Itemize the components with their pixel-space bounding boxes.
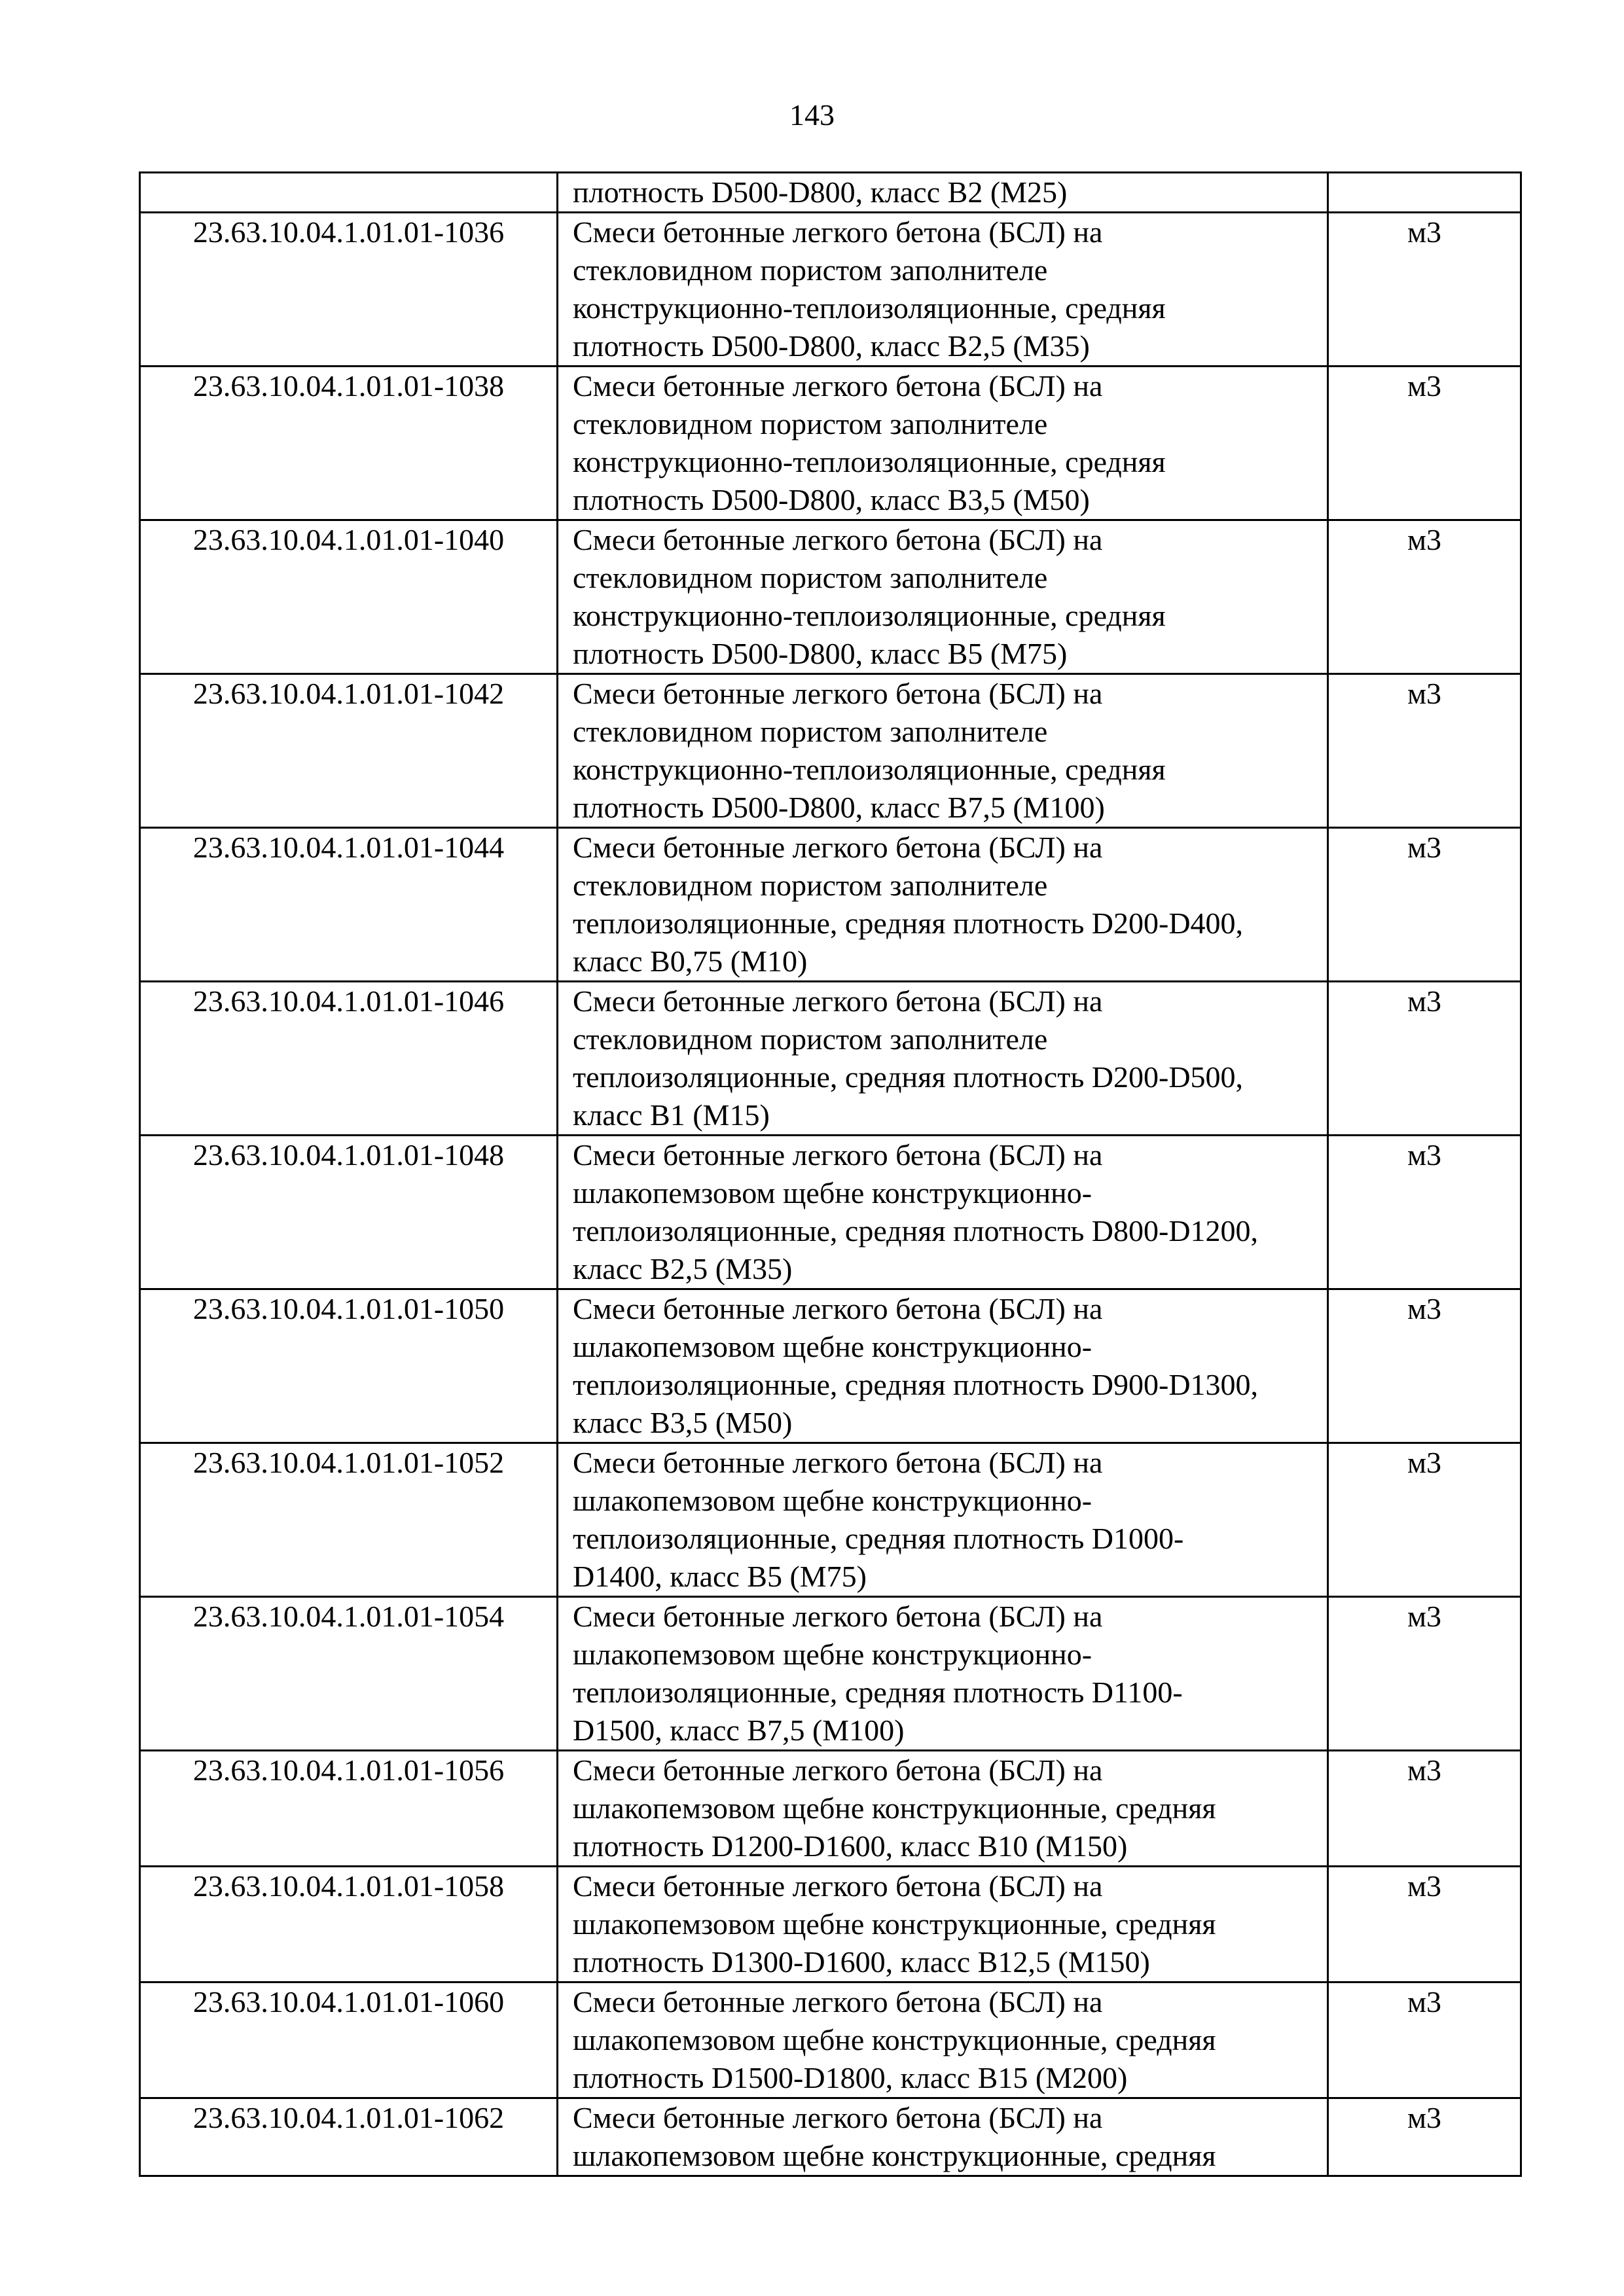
unit-cell: м3 (1328, 520, 1521, 674)
resource-name-cell (558, 213, 1328, 367)
resource-code-cell: 23.63.10.04.1.01.01-1046 (140, 982, 558, 1136)
unit-cell: м3 (1328, 213, 1521, 367)
table-row (140, 1982, 1521, 2098)
resource-name-line: Смеси бетонные легкого бетона (БСЛ) на (573, 984, 1103, 1018)
table-row (140, 2098, 1521, 2176)
resource-name-line: стекловидном пористом заполнителе (573, 1022, 1048, 1056)
resource-name-line: конструкционно-теплоизоляционные, средняя (573, 753, 1166, 786)
resource-name-line: стекловидном пористом заполнителе (573, 715, 1048, 748)
resource-name-line: Смеси бетонные легкого бетона (БСЛ) на (573, 369, 1103, 403)
table-row (140, 173, 1521, 213)
unit-cell: м3 (1328, 1289, 1521, 1443)
unit-cell: м3 (1328, 1136, 1521, 1289)
resource-name-line: плотность D500-D800, класс В7,5 (М100) (573, 791, 1105, 824)
resource-name-cell (558, 367, 1328, 520)
table-row (140, 1867, 1521, 1982)
resource-name-line: конструкционно-теплоизоляционные, средняя (573, 599, 1166, 632)
unit-cell (1328, 173, 1521, 213)
resource-name-line: плотность D500-D800, класс В2 (М25) (573, 175, 1068, 209)
resource-name-line: теплоизоляционные, средняя плотность D1100- (573, 1676, 1183, 1709)
resource-name-line: плотность D1500-D1800, класс В15 (М200) (573, 2061, 1128, 2094)
resource-name-line: Смеси бетонные легкого бетона (БСЛ) на (573, 1753, 1103, 1787)
resource-name-line: шлакопемзовом щебне конструкционные, средняя (573, 1791, 1216, 1825)
table-row (140, 1136, 1521, 1289)
resource-name-line: теплоизоляционные, средняя плотность D200-D400, (573, 906, 1244, 940)
resource-name-line: шлакопемзовом щебне конструкционные, средняя (573, 1907, 1216, 1941)
resource-name-line: теплоизоляционные, средняя плотность D900-D1300, (573, 1368, 1259, 1401)
table-row (140, 367, 1521, 520)
unit-cell: м3 (1328, 2098, 1521, 2176)
resource-code-cell: 23.63.10.04.1.01.01-1036 (140, 213, 558, 367)
unit-cell: м3 (1328, 674, 1521, 828)
resource-name-line: Смеси бетонные легкого бетона (БСЛ) на (573, 215, 1103, 249)
resource-name-line: Смеси бетонные легкого бетона (БСЛ) на (573, 1292, 1103, 1325)
resource-code-cell: 23.63.10.04.1.01.01-1050 (140, 1289, 558, 1443)
resource-name-line: Смеси бетонные легкого бетона (БСЛ) на (573, 1138, 1103, 1172)
resource-name-line: стекловидном пористом заполнителе (573, 407, 1048, 440)
resource-code-cell (140, 173, 558, 213)
resource-name-line: теплоизоляционные, средняя плотность D800-D1200, (573, 1214, 1259, 1247)
resource-name-line: шлакопемзовом щебне конструкционные, средняя (573, 2023, 1216, 2056)
resource-name-cell (558, 1597, 1328, 1751)
resource-code-cell: 23.63.10.04.1.01.01-1042 (140, 674, 558, 828)
resource-name-line: класс В0,75 (М10) (573, 944, 808, 978)
resource-name-line: D1400, класс В5 (М75) (573, 1560, 867, 1593)
resource-name-line: конструкционно-теплоизоляционные, средняя (573, 445, 1166, 478)
resource-name-line: шлакопемзовом щебне конструкционно- (573, 1330, 1092, 1363)
resource-name-line: теплоизоляционные, средняя плотность D200-D500, (573, 1060, 1244, 1094)
resource-code-cell: 23.63.10.04.1.01.01-1062 (140, 2098, 558, 2176)
unit-cell: м3 (1328, 367, 1521, 520)
resource-code-cell: 23.63.10.04.1.01.01-1040 (140, 520, 558, 674)
resource-name-cell (558, 1443, 1328, 1597)
resource-name-line: Смеси бетонные легкого бетона (БСЛ) на (573, 523, 1103, 556)
resource-name-cell (558, 674, 1328, 828)
resource-name-line: стекловидном пористом заполнителе (573, 869, 1048, 902)
resource-name-cell (558, 1867, 1328, 1982)
resource-name-line: Смеси бетонные легкого бетона (БСЛ) на (573, 1985, 1103, 2018)
resource-name-line: плотность D1300-D1600, класс В12,5 (М150) (573, 1945, 1150, 1979)
resource-name-line: класс В1 (М15) (573, 1098, 770, 1132)
resource-name-cell (558, 1136, 1328, 1289)
resource-name-line: конструкционно-теплоизоляционные, средняя (573, 291, 1166, 325)
table-row (140, 1597, 1521, 1751)
resource-name-line: Смеси бетонные легкого бетона (БСЛ) на (573, 677, 1103, 710)
resource-name-line: Смеси бетонные легкого бетона (БСЛ) на (573, 1869, 1103, 1903)
table-row (140, 674, 1521, 828)
resource-name-line: теплоизоляционные, средняя плотность D1000- (573, 1522, 1184, 1555)
table-row (140, 1443, 1521, 1597)
resource-name-line: Смеси бетонные легкого бетона (БСЛ) на (573, 1446, 1103, 1479)
resource-name-line: шлакопемзовом щебне конструкционно- (573, 1176, 1092, 1210)
resource-name-cell (558, 2098, 1328, 2176)
resource-name-cell (558, 982, 1328, 1136)
unit-cell: м3 (1328, 1597, 1521, 1751)
resource-name-line: D1500, класс В7,5 (М100) (573, 1713, 905, 1747)
resource-name-cell (558, 828, 1328, 982)
resource-name-line: класс В3,5 (М50) (573, 1406, 793, 1439)
resource-name-line: класс В2,5 (М35) (573, 1252, 793, 1285)
table-row (140, 213, 1521, 367)
resource-name-cell (558, 520, 1328, 674)
table-row (140, 1289, 1521, 1443)
resource-code-cell: 23.63.10.04.1.01.01-1054 (140, 1597, 558, 1751)
resource-name-line: стекловидном пористом заполнителе (573, 253, 1048, 287)
unit-cell: м3 (1328, 1751, 1521, 1867)
resource-name-line: плотность D500-D800, класс В5 (М75) (573, 637, 1068, 670)
resource-code-cell: 23.63.10.04.1.01.01-1038 (140, 367, 558, 520)
resource-name-line: шлакопемзовом щебне конструкционно- (573, 1484, 1092, 1517)
resource-code-cell: 23.63.10.04.1.01.01-1060 (140, 1982, 558, 2098)
table-row (140, 982, 1521, 1136)
resource-name-line: плотность D500-D800, класс В2,5 (М35) (573, 329, 1090, 363)
table-row (140, 828, 1521, 982)
unit-cell: м3 (1328, 982, 1521, 1136)
page-number: 143 (789, 98, 835, 132)
resource-code-cell: 23.63.10.04.1.01.01-1052 (140, 1443, 558, 1597)
table-body (140, 173, 1521, 2176)
resource-table (139, 171, 1522, 2177)
resource-code-cell: 23.63.10.04.1.01.01-1056 (140, 1751, 558, 1867)
resource-code-cell: 23.63.10.04.1.01.01-1048 (140, 1136, 558, 1289)
resource-name-line: стекловидном пористом заполнителе (573, 561, 1048, 594)
resource-name-line: плотность D500-D800, класс В3,5 (М50) (573, 483, 1090, 516)
resource-name-line: шлакопемзовом щебне конструкционные, средняя (573, 2139, 1216, 2172)
resource-name-cell (558, 1289, 1328, 1443)
unit-cell: м3 (1328, 1982, 1521, 2098)
resource-name-cell (558, 173, 1328, 213)
unit-cell: м3 (1328, 1443, 1521, 1597)
resource-name-line: плотность D1200-D1600, класс В10 (М150) (573, 1829, 1128, 1863)
resource-name-cell (558, 1982, 1328, 2098)
unit-cell: м3 (1328, 1867, 1521, 1982)
resource-name-line: Смеси бетонные легкого бетона (БСЛ) на (573, 1600, 1103, 1633)
resource-name-cell (558, 1751, 1328, 1867)
resource-name-line: шлакопемзовом щебне конструкционно- (573, 1638, 1092, 1671)
table-row (140, 1751, 1521, 1867)
table-row (140, 520, 1521, 674)
unit-cell: м3 (1328, 828, 1521, 982)
resource-name-line: Смеси бетонные легкого бетона (БСЛ) на (573, 2101, 1103, 2134)
resource-code-cell: 23.63.10.04.1.01.01-1058 (140, 1867, 558, 1982)
resource-code-cell: 23.63.10.04.1.01.01-1044 (140, 828, 558, 982)
resource-name-line: Смеси бетонные легкого бетона (БСЛ) на (573, 831, 1103, 864)
